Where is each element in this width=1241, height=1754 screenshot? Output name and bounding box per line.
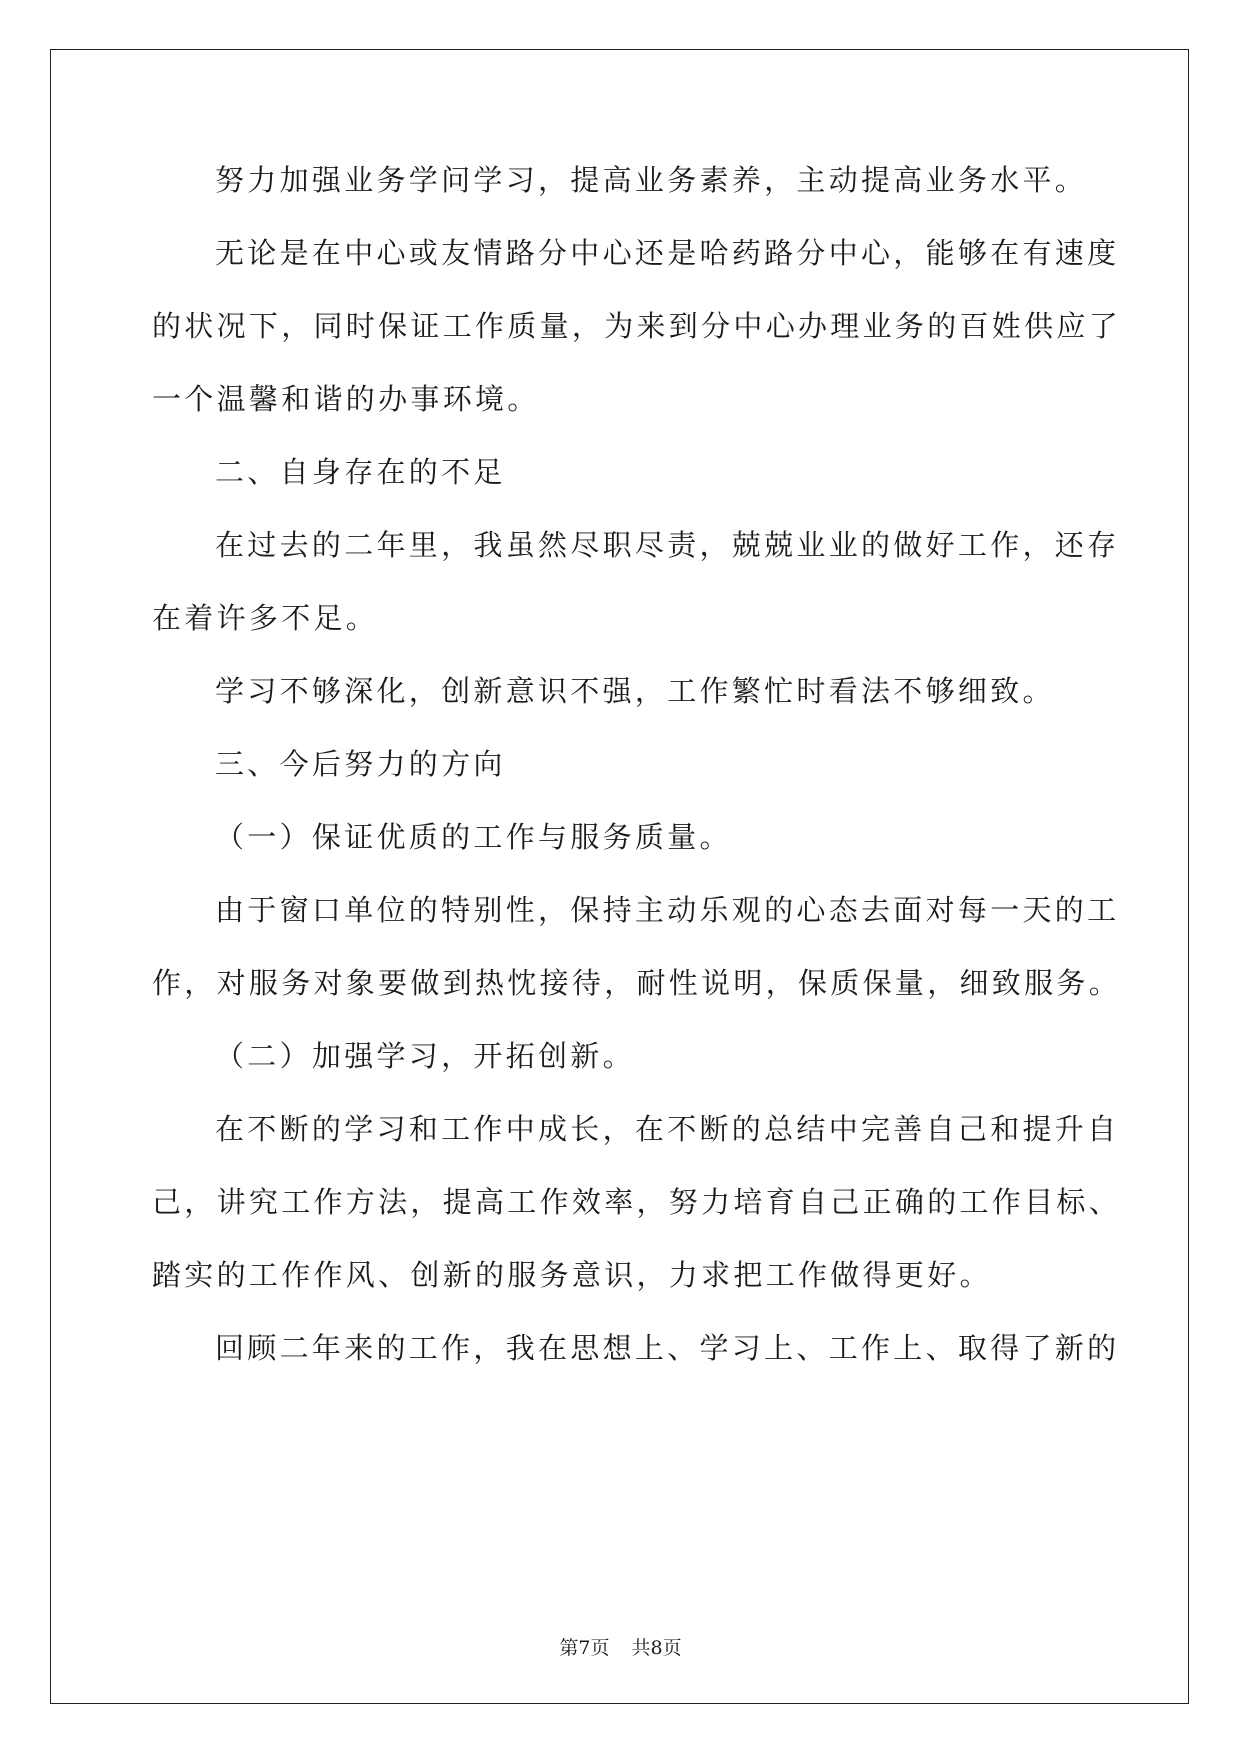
paragraph-line: 学习不够深化，创新意识不强，工作繁忙时看法不够细致。 [215,674,1055,708]
paragraph-line: 在不断的学习和工作中成长，在不断的总结中完善自己和提升自 [215,1112,1120,1146]
paragraph-line: 努力加强业务学问学习，提高业务素养，主动提高业务水平。 [215,163,1088,197]
paragraph-line: 无论是在中心或友情路分中心还是哈药路分中心，能够在有速度 [215,236,1120,270]
paragraph-line: 在过去的二年里，我虽然尽职尽责，兢兢业业的做好工作，还存 [215,528,1120,562]
paragraph-line: 己，讲究工作方法，提高工作效率，努力培育自己正确的工作目标、 [152,1185,1122,1219]
page-border [50,49,1189,1704]
paragraph-line: 回顾二年来的工作，我在思想上、学习上、工作上、取得了新的 [215,1331,1120,1365]
page-number-total: 共8页 [631,1637,682,1659]
page-footer [0,1633,1241,1660]
subsection-heading: （二）加强学习，开拓创新。 [215,1039,635,1073]
paragraph-line: 一个温馨和谐的办事环境。 [152,382,540,416]
section-heading: 二、自身存在的不足 [215,455,506,489]
paragraph-line: 作，对服务对象要做到热忱接待，耐性说明，保质保量，细致服务。 [152,966,1122,1000]
paragraph-line: 由于窗口单位的特别性，保持主动乐观的心态去面对每一天的工 [215,893,1120,927]
section-heading: 三、今后努力的方向 [215,747,506,781]
paragraph-line: 在着许多不足。 [152,601,379,635]
paragraph-line: 踏实的工作作风、创新的服务意识，力求把工作做得更好。 [152,1258,992,1292]
page-number-current: 第7页 [559,1637,610,1659]
paragraph-line: 的状况下，同时保证工作质量，为来到分中心办理业务的百姓供应了 [152,309,1122,343]
subsection-heading: （一）保证优质的工作与服务质量。 [215,820,732,854]
